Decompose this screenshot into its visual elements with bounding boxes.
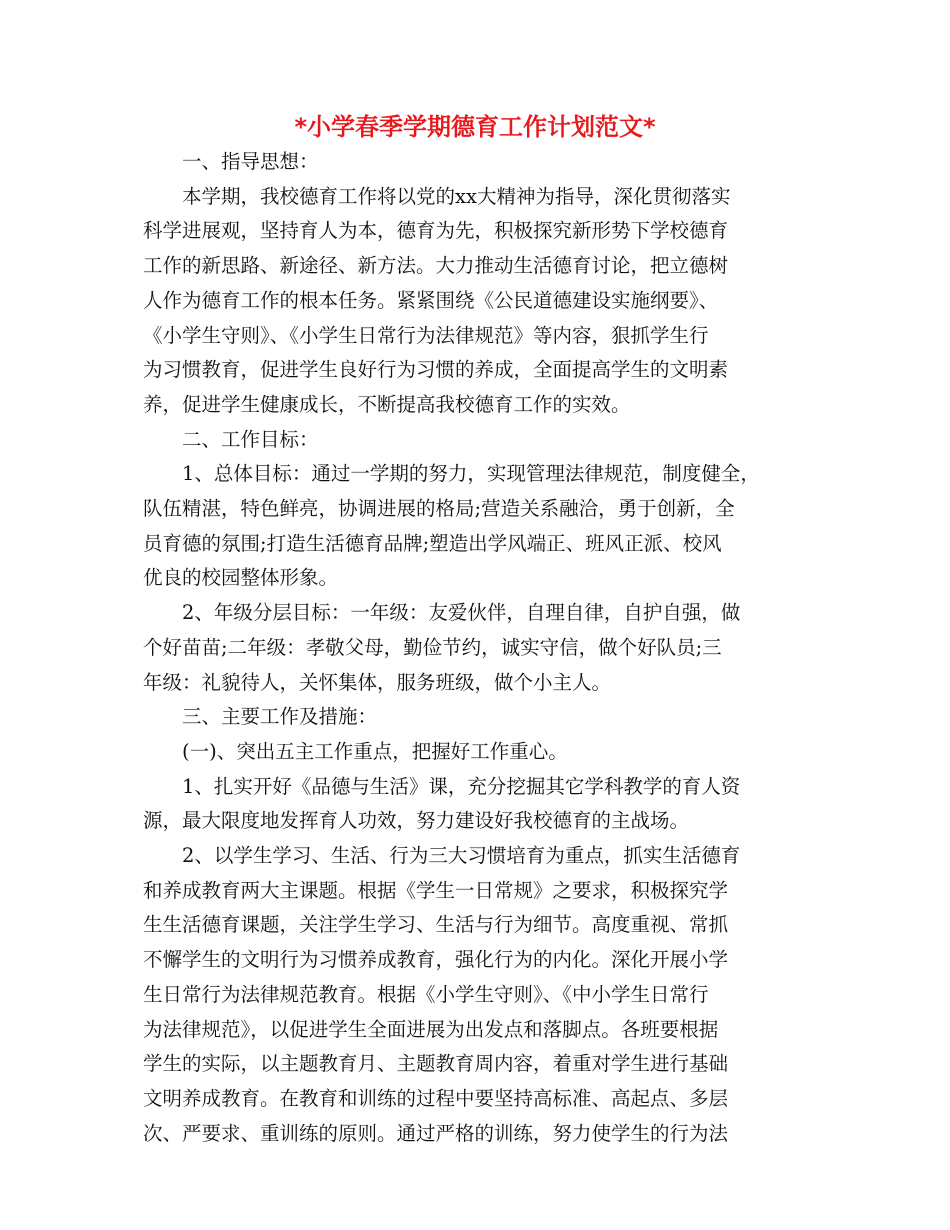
text-line: 三、主要工作及措施： bbox=[143, 705, 378, 729]
text-line: 年级：礼貌待人，关怀集体，服务班级，做个小主人。 bbox=[143, 670, 612, 694]
text-line: 人作为德育工作的根本任务。紧紧围绕《公民道德建设实施纲要》、 bbox=[143, 288, 719, 312]
text-line: 养，促进学生健康成长，不断提高我校德育工作的实效。 bbox=[143, 392, 631, 416]
text-line: 2、年级分层目标：一年级：友爱伙伴，自理自律，自护自强，做 bbox=[143, 601, 741, 625]
text-line: 科学进展观，坚持育人为本，德育为先，积极探究新形势下学校德育 bbox=[143, 219, 729, 243]
text-line: 工作的新思路、新途径、新方法。大力推动生活德育讨论，把立德树 bbox=[143, 254, 729, 278]
text-line: (一)、突出五主工作重点，把握好工作重心。 bbox=[143, 739, 568, 763]
text-line: 为习惯教育，促进学生良好行为习惯的养成，全面提高学生的文明素 bbox=[143, 358, 729, 382]
text-line: 本学期，我校德育工作将以党的xx大精神为指导，深化贯彻落实 bbox=[143, 184, 731, 208]
text-line: 一、指导思想： bbox=[143, 150, 319, 173]
text-line: 和养成教育两大主课题。根据《学生一日常规》之要求，积极探究学 bbox=[143, 878, 729, 902]
text-line: 源，最大限度地发挥育人功效，努力建设好我校德育的主战场。 bbox=[143, 809, 690, 833]
text-line: 1、总体目标：通过一学期的努力，实现管理法律规范，制度健全， bbox=[143, 462, 760, 486]
text-line: 优良的校园整体形象。 bbox=[143, 566, 339, 590]
text-line: 个好苗苗;二年级：孝敬父母，勤俭节约，诚实守信，做个好队员;三 bbox=[143, 635, 722, 659]
text-line: 《小学生守则》、《小学生日常行为法律规范》等内容，狠抓学生行 bbox=[143, 323, 709, 347]
text-line: 1、扎实开好《品德与生活》课，充分挖掘其它学科教学的育人资 bbox=[143, 774, 741, 798]
text-line: 员育德的氛围;打造生活德育品牌;塑造出学风端正、班风正派、校风 bbox=[143, 531, 722, 555]
text-line: 二、工作目标： bbox=[143, 427, 319, 451]
text-line: 生日常行为法律规范教育。根据《小学生守则》、《中小学生日常行 bbox=[143, 982, 709, 1006]
text-line: 为法律规范》，以促进学生全面进展为出发点和落脚点。各班要根据 bbox=[143, 1017, 719, 1041]
text-line: 学生的实际，以主题教育月、主题教育周内容，着重对学生进行基础 bbox=[143, 1052, 729, 1076]
text-line: 不懈学生的文明行为习惯养成教育，强化行为的内化。深化开展小学 bbox=[143, 948, 729, 972]
text-line: 队伍精湛，特色鲜亮，协调进展的格局;营造关系融洽，勇于创新，全 bbox=[143, 497, 735, 520]
text-line: 文明养成教育。在教育和训练的过程中要坚持高标准、高起点、多层 bbox=[143, 1086, 729, 1110]
text-line: 2、以学生学习、生活、行为三大习惯培育为重点，抓实生活德育 bbox=[143, 844, 741, 867]
document-title: *小学春季学期德育工作计划范文* bbox=[294, 113, 656, 141]
text-line: 次、严要求、重训练的原则。通过严格的训练，努力使学生的行为法 bbox=[143, 1121, 729, 1145]
text-line: 生生活德育课题，关注学生学习、生活与行为细节。高度重视、常抓 bbox=[143, 913, 729, 937]
